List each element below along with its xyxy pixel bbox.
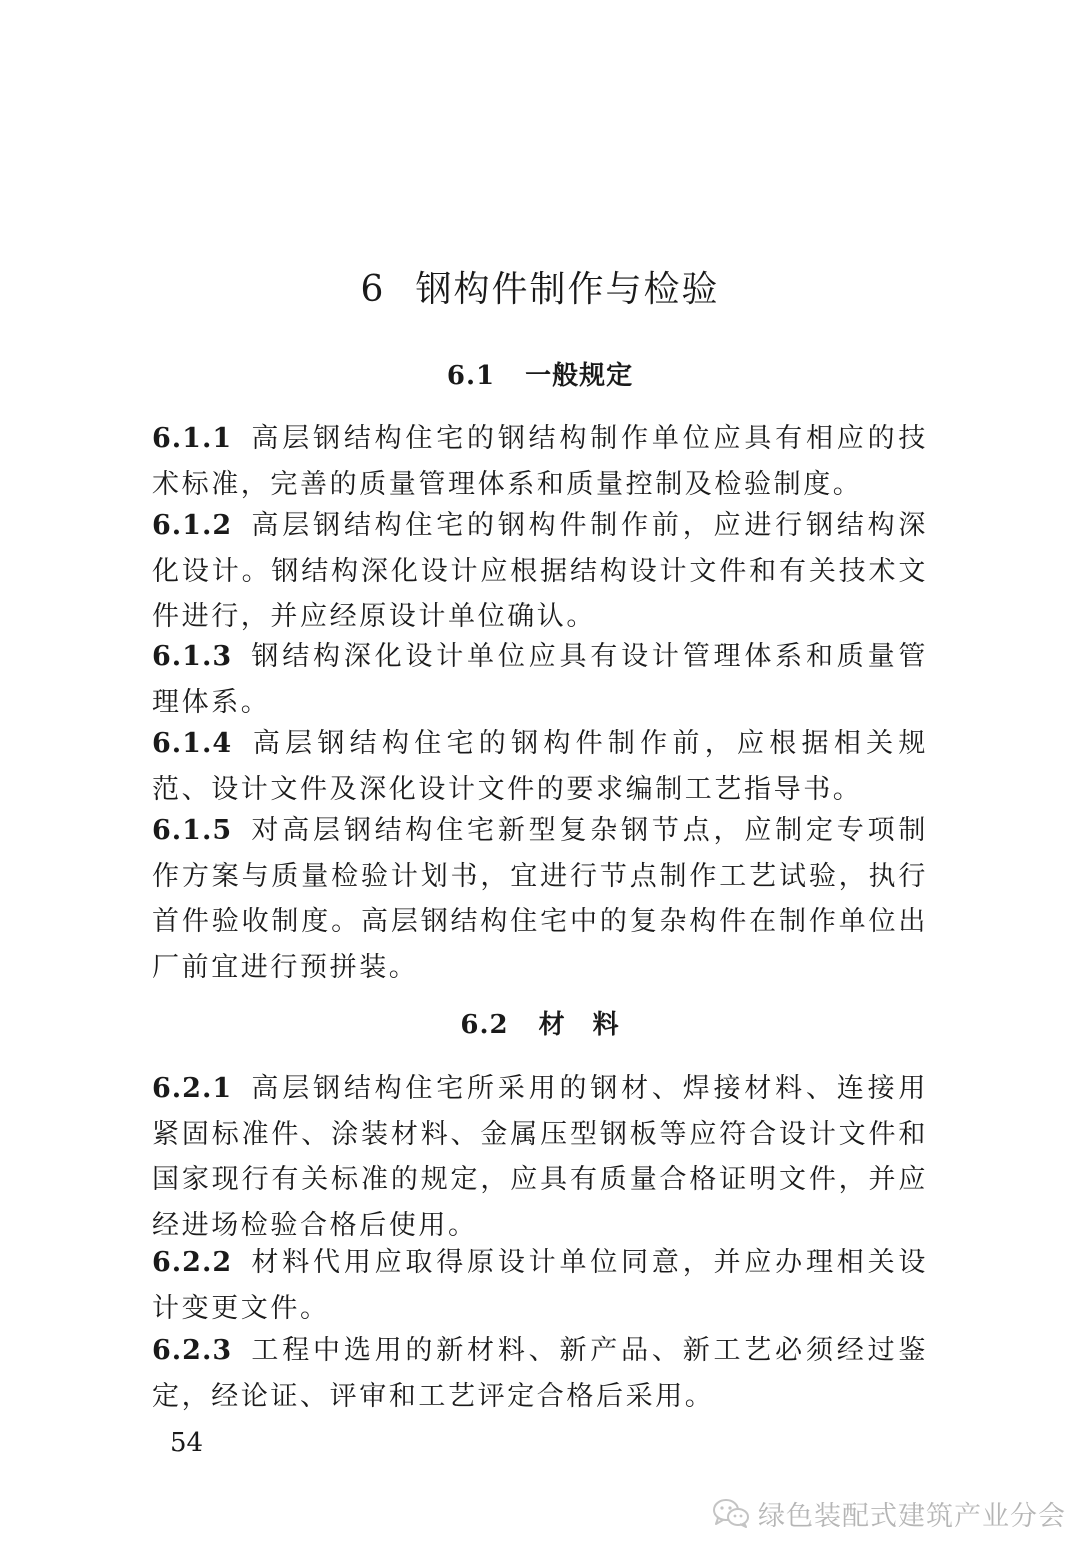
clause-6-2-1: [152, 1066, 928, 1248]
clause-6-1-4: [152, 721, 928, 812]
clause-text: 钢结构深化设计单位应具有设计管理体系和质量管理体系。: [152, 641, 928, 718]
clause-number: 6.2.3: [152, 1335, 233, 1366]
clause-6-2-2: [152, 1240, 928, 1331]
clause-number: 6.1.1: [152, 423, 233, 454]
wechat-icon: [712, 1497, 750, 1529]
clause-text: 高层钢结构住宅的钢构件制作前，应进行钢结构深化设计。钢结构深化设计应根据结构设计文件和有关技术文件进行，并应经原设计单位确认。: [152, 510, 928, 632]
chapter-title-text: 钢构件制作与检验: [415, 269, 720, 310]
clause-6-1-5: [152, 808, 928, 990]
clause-number: 6.2.2: [152, 1247, 233, 1278]
clause-text: 材料代用应取得原设计单位同意，并应办理相关设计变更文件。: [152, 1247, 928, 1324]
clause-text: 工程中选用的新材料、新产品、新工艺必须经过鉴定，经论证、评审和工艺评定合格后采用。: [152, 1335, 928, 1412]
page-number: 54: [170, 1428, 204, 1458]
chapter-title: [0, 262, 1080, 318]
clause-6-1-1: [152, 416, 928, 507]
clause-text: 高层钢结构住宅的钢结构制作单位应具有相应的技术标准，完善的质量管理体系和质量控制及检验制度。: [152, 423, 928, 500]
clause-6-2-3: [152, 1328, 928, 1419]
section-title-6-2: [0, 1005, 1080, 1045]
clause-6-1-3: [152, 634, 928, 725]
clause-number: 6.1.2: [152, 510, 233, 541]
clause-number: 6.1.3: [152, 641, 233, 672]
chapter-number: 6: [360, 269, 386, 310]
watermark: [712, 1493, 1066, 1533]
section-title-text: 一般规定: [525, 361, 634, 391]
section-number: 6.2: [460, 1010, 509, 1040]
clause-number: 6.1.5: [152, 815, 233, 846]
section-number: 6.1: [446, 361, 496, 391]
clause-text: 对高层钢结构住宅新型复杂钢节点，应制定专项制作方案与质量检验计划书，宜进行节点制作工艺试验，执行首件验收制度。高层钢结构住宅中的复杂构件在制作单位出厂前宜进行预拼装。: [152, 815, 928, 983]
watermark-text: 绿色装配式建筑产业分会: [758, 1500, 1066, 1532]
clause-6-1-2: [152, 503, 928, 640]
clause-text: 高层钢结构住宅的钢构件制作前，应根据相关规范、设计文件及深化设计文件的要求编制工艺指导书。: [152, 728, 928, 805]
clause-number: 6.2.1: [152, 1073, 233, 1104]
clause-text: 高层钢结构住宅所采用的钢材、焊接材料、连接用紧固标准件、涂装材料、金属压型钢板等应符合设计文件和国家现行有关标准的规定，应具有质量合格证明文件，并应经进场检验合格后使用。: [152, 1073, 928, 1241]
clause-number: 6.1.4: [152, 728, 233, 759]
section-title-text: 材 料: [538, 1010, 620, 1040]
section-title-6-1: [0, 356, 1080, 396]
